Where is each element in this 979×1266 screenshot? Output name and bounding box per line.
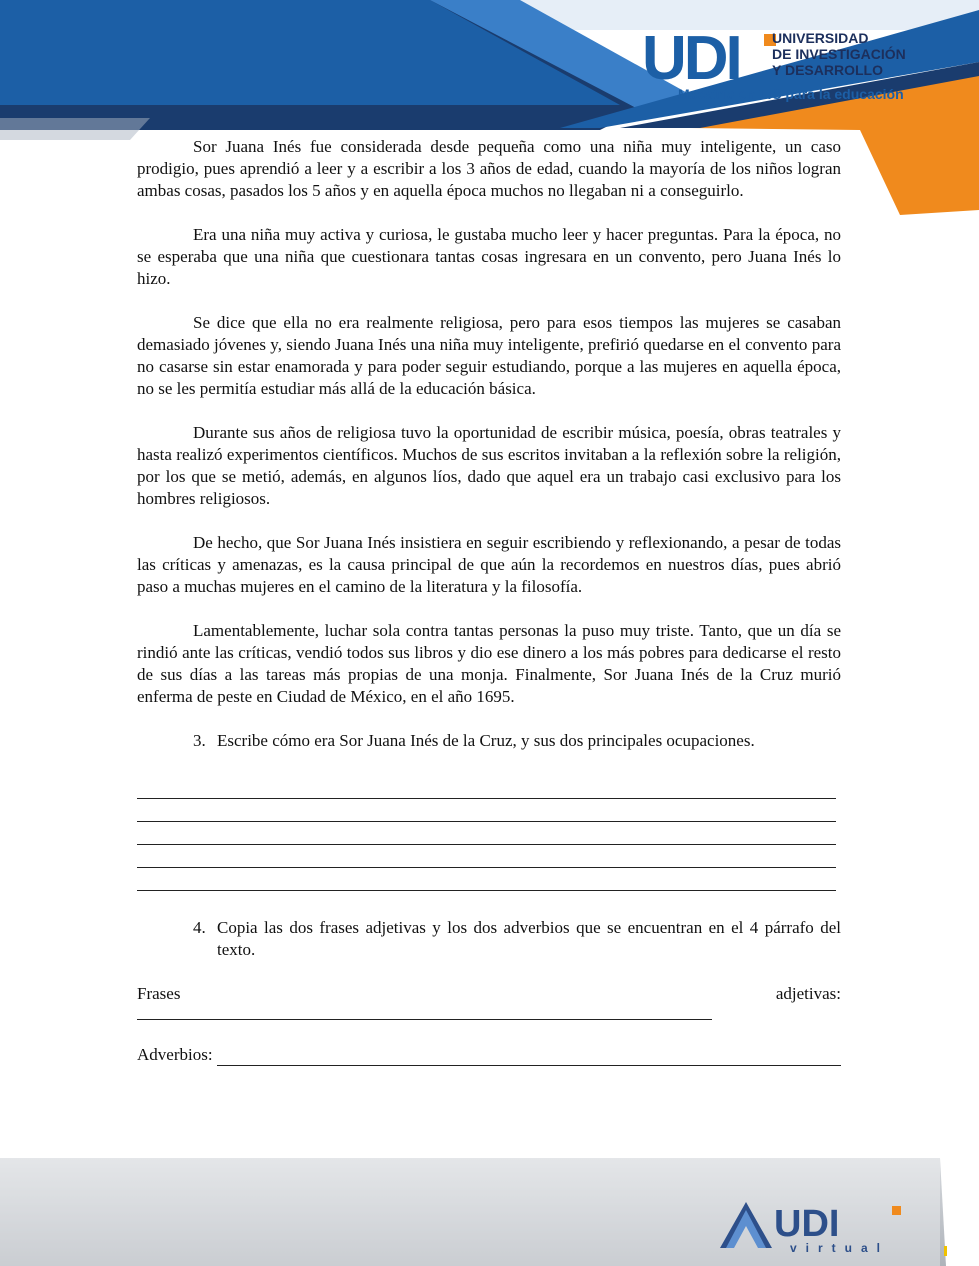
udi-virtual-logo [716, 1196, 916, 1256]
adverbios-row [137, 1044, 841, 1066]
adverbios-answer-line[interactable] [217, 1047, 841, 1066]
question-3-text: Escribe cómo era Sor Juana Inés de la Cruz, y sus dos principales ocupaciones. [217, 731, 755, 750]
frases-adjetivas-label [137, 983, 841, 1005]
footer-logo-mark: UDI [774, 1203, 840, 1245]
udi-logo [638, 22, 938, 112]
frases-answer-line[interactable] [137, 1005, 712, 1020]
question-3 [137, 730, 841, 752]
adverbios-label: Adverbios: [137, 1045, 213, 1064]
frases-label-right: adjetivas: [775, 984, 841, 1003]
paragraph-6: Lamentablemente, luchar sola contra tantas personas la puso muy triste. Tanto, que un día se rindió ante las críticas, vendió todos sus libros y dio ese dinero a los más pobres para dedicarse el resto de sus días a las tareas más propias de una monja. Finalmente, Sor Juana Inés de la Cruz murió enferma de peste en Ciudad de México, en el año 1695. [137, 621, 841, 706]
institution-line-1: UNIVERSIDAD [772, 30, 869, 46]
logo-mark: UDI [642, 28, 740, 90]
question-3-number: 3. [193, 731, 206, 750]
answer-lines-q3[interactable] [137, 776, 841, 891]
paragraph-1: Sor Juana Inés fue considerada desde pequeña como una niña muy inteligente, un caso prodigio, pues aprendió a leer y a escribir a los 3 años de edad, cuando la mayoría de los niños logran ambas cosas, pasados los 5 años y en aquella época muchos no llegaban ni a conseguirlo. [137, 137, 841, 200]
footer-logo-sub: virtual [790, 1241, 890, 1255]
paragraph-4: Durante sus años de religiosa tuvo la oportunidad de escribir música, poesía, obras teatrales y hasta realizó experimentos científicos. Muchos de sus escritos invitaban a la reflexión sobre la religión, por los que se metió, además, en algunos líos, dado que aquel era un trabajo casi exclusivo para los hombres religiosos. [137, 423, 841, 508]
answer-line[interactable] [137, 868, 836, 891]
frases-label-left: Frases [137, 984, 181, 1003]
question-4-text: Copia las dos frases adjetivas y los dos adverbios que se encuentran en el 4 párrafo del texto. [217, 918, 841, 959]
answer-line[interactable] [137, 822, 836, 845]
institution-name [772, 30, 906, 78]
program-name: Maestría en TIC para la educación [678, 86, 904, 102]
answer-line[interactable] [137, 776, 836, 799]
institution-line-3: Y DESARROLLO [772, 62, 883, 78]
paragraph-2: Era una niña muy activa y curiosa, le gustaba mucho leer y hacer preguntas. Para la época, no se esperaba que una niña que cuestionara tantas cosas ingresara en un convento, pero Juana Inés lo hizo. [137, 225, 841, 288]
answer-line[interactable] [137, 799, 836, 822]
question-4-number: 4. [193, 918, 206, 937]
question-4 [137, 917, 841, 961]
institution-line-2: DE INVESTIGACIÓN [772, 46, 906, 62]
udi-virtual-emblem-icon [716, 1196, 916, 1256]
document-body [137, 136, 841, 1066]
answer-line[interactable] [137, 845, 836, 868]
paragraph-5: De hecho, que Sor Juana Inés insistiera en seguir escribiendo y reflexionando, a pesar de todas las críticas y amenazas, es la causa principal de que aún la recordemos en nuestros días, pues abrió paso a muchas mujeres en el camino de la literatura y la filosofía. [137, 533, 841, 596]
paragraph-3: Se dice que ella no era realmente religiosa, pero para esos tiempos las mujeres se casaban demasiado jóvenes y, siendo Juana Inés una niña muy inteligente, prefirió quedarse en el convento para no casarse sin estar enamorada y para poder seguir estudiando, porque a las mujeres en aquella época, no se les permitía estudiar más allá de la educación básica. [137, 313, 841, 398]
